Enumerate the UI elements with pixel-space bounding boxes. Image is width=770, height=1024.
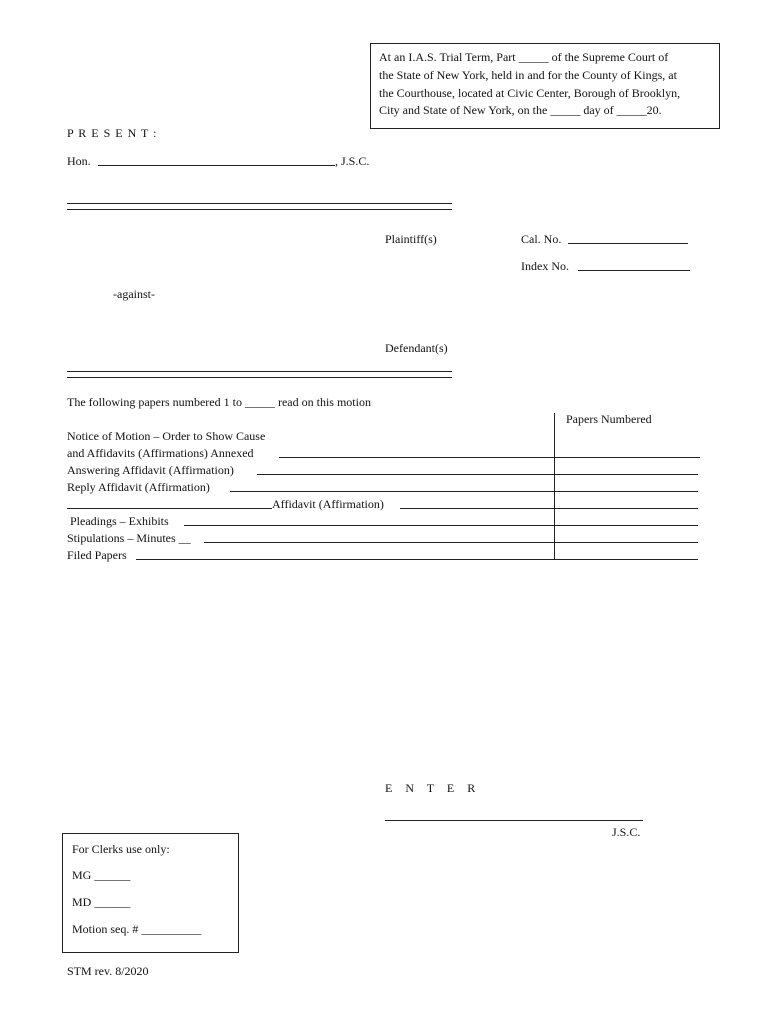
court-term-line-2: the State of New York, held in and for the County of Kings, at <box>379 68 677 82</box>
papers-intro: The following papers numbered 1 to _____ read on this motion <box>67 395 371 409</box>
paper-row-filed-papers-line[interactable] <box>136 559 555 560</box>
hon-label: Hon. <box>67 154 91 168</box>
clerks-mg-field: MG ______ <box>72 868 131 882</box>
index-no-line[interactable] <box>578 270 690 271</box>
form-revision: STM rev. 8/2020 <box>67 964 149 978</box>
clerks-motion-seq-field: Motion seq. # __________ <box>72 922 202 936</box>
paper-row-answering-affidavit-line[interactable] <box>257 474 555 475</box>
caption-top-separator <box>67 203 452 210</box>
judge-name-line[interactable] <box>98 165 335 166</box>
paper-number-affidavits-annexed-line[interactable] <box>555 457 700 458</box>
paper-row-filed-papers: Filed Papers <box>67 548 127 562</box>
against-label: -against- <box>113 287 155 301</box>
papers-numbered-header: Papers Numbered <box>566 412 652 426</box>
paper-number-reply-affidavit-line[interactable] <box>555 491 698 492</box>
paper-row-affidavits-annexed-line[interactable] <box>279 457 555 458</box>
papers-column-divider <box>554 413 555 559</box>
paper-number-filed-papers-line[interactable] <box>555 559 698 560</box>
cal-no-line[interactable] <box>568 243 688 244</box>
paper-row-stipulations-minutes-line[interactable] <box>204 542 555 543</box>
paper-row-answering-affidavit: Answering Affidavit (Affirmation) <box>67 463 234 477</box>
paper-number-answering-affidavit-line[interactable] <box>555 474 698 475</box>
paper-number-stipulations-minutes-line[interactable] <box>555 542 698 543</box>
paper-row-pleadings-exhibits-line[interactable] <box>184 525 555 526</box>
paper-row-reply-affidavit-line[interactable] <box>230 491 555 492</box>
clerks-use-box <box>62 833 239 953</box>
paper-row-notice-of-motion: Notice of Motion – Order to Show Cause <box>67 429 266 443</box>
paper-row-other-affidavit-name-line[interactable] <box>67 508 272 509</box>
court-term-line-4: City and State of New York, on the _____ day of _____20. <box>379 103 662 117</box>
signature-jsc-label: J.S.C. <box>612 825 641 839</box>
paper-number-other-affidavit-line[interactable] <box>555 508 698 509</box>
jsc-suffix: , J.S.C. <box>335 154 370 168</box>
paper-row-other-affidavit: Affidavit (Affirmation) <box>272 497 384 511</box>
paper-number-pleadings-exhibits-line[interactable] <box>555 525 698 526</box>
paper-row-stipulations-minutes: Stipulations – Minutes __ <box>67 531 191 545</box>
paper-row-other-affidavit-line[interactable] <box>400 508 555 509</box>
paper-row-reply-affidavit: Reply Affidavit (Affirmation) <box>67 480 210 494</box>
plaintiffs-label: Plaintiff(s) <box>385 232 437 246</box>
clerks-md-field: MD ______ <box>72 895 131 909</box>
court-term-line-1: At an I.A.S. Trial Term, Part _____ of the Supreme Court of <box>379 50 669 64</box>
enter-label: E N T E R <box>385 781 481 795</box>
index-no-label: Index No. <box>521 259 569 273</box>
present-label: P R E S E N T : <box>67 126 158 140</box>
caption-bottom-separator <box>67 371 452 378</box>
defendants-label: Defendant(s) <box>385 341 448 355</box>
judge-signature-line[interactable] <box>385 820 643 821</box>
court-term-box <box>370 43 720 129</box>
clerks-title: For Clerks use only: <box>72 842 170 856</box>
cal-no-label: Cal. No. <box>521 232 562 246</box>
paper-row-pleadings-exhibits: Pleadings – Exhibits <box>70 514 169 528</box>
court-term-line-3: the Courthouse, located at Civic Center, Borough of Brooklyn, <box>379 86 681 100</box>
paper-row-affidavits-annexed: and Affidavits (Affirmations) Annexed <box>67 446 254 460</box>
